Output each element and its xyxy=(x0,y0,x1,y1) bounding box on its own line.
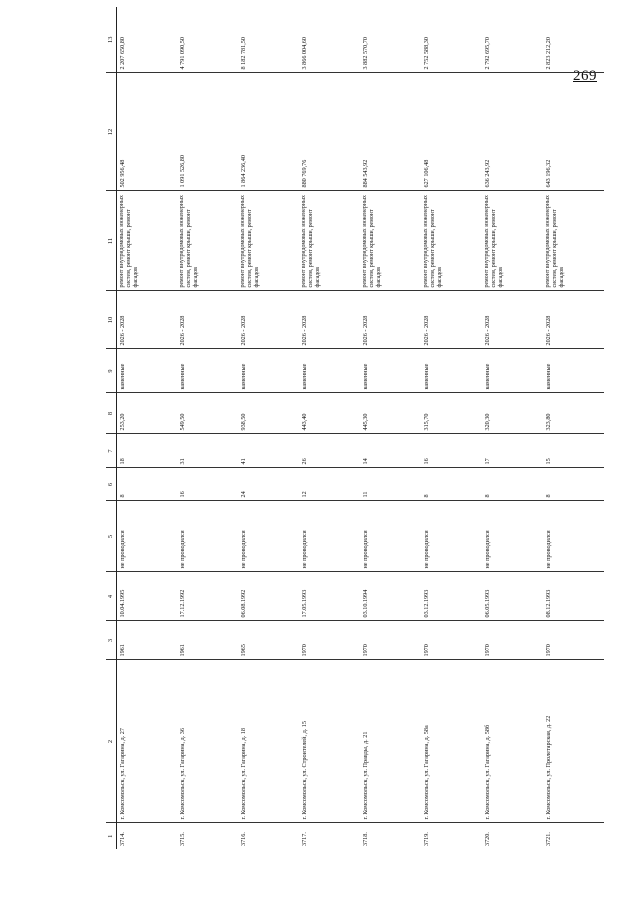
date-cell: 08.12.1993 xyxy=(543,572,604,621)
works-cell: ремонт внутридомовых инженерных систем, ремонт крыши, ремонт фасадов xyxy=(421,191,482,291)
address-cell: г. Комсомольск, ул. Пролетарская, д. 22 xyxy=(543,660,604,823)
column-7-cell: 41 xyxy=(238,434,299,468)
period-cell: 2026 - 2028 xyxy=(238,291,299,349)
date-cell: 03.12.1993 xyxy=(421,572,482,621)
column-header: 11 xyxy=(106,191,116,291)
column-header: 2 xyxy=(106,660,116,823)
status-cell: не проводился xyxy=(299,501,360,572)
table-row xyxy=(177,7,238,849)
column-header: 3 xyxy=(106,621,116,660)
page-number: 269 xyxy=(573,68,597,84)
column-header: 8 xyxy=(106,393,116,434)
wall-material-cell: каменные xyxy=(177,349,238,393)
total-cell: 3 866 004,60 xyxy=(299,7,360,73)
amount-cell: 636 243,92 xyxy=(482,73,543,191)
column-6-cell: 8 xyxy=(482,468,543,501)
column-7-cell: 31 xyxy=(177,434,238,468)
address-cell: г. Комсомольск, ул. Правды, д. 21 xyxy=(360,660,421,823)
table-row xyxy=(238,7,299,849)
total-cell: 8 182 781,50 xyxy=(238,7,299,73)
build-year-cell: 1970 xyxy=(543,621,604,660)
column-header: 6 xyxy=(106,468,116,501)
address-cell: г. Комсомольск, ул. Гагарина, д. 18 xyxy=(238,660,299,823)
address-cell: г. Комсомольск, ул. Строителей, д. 15 xyxy=(299,660,360,823)
column-header: 4 xyxy=(106,572,116,621)
table-row xyxy=(421,7,482,849)
table-row xyxy=(482,7,543,849)
column-6-cell: 24 xyxy=(238,468,299,501)
header-row xyxy=(106,7,116,849)
build-year-cell: 1970 xyxy=(360,621,421,660)
status-cell: не проводился xyxy=(116,501,177,572)
column-7-cell: 15 xyxy=(543,434,604,468)
build-year-cell: 1965 xyxy=(238,621,299,660)
table-row xyxy=(116,7,177,849)
works-cell: ремонт внутридомовых инженерных систем, ремонт крыши, ремонт фасадов xyxy=(238,191,299,291)
works-cell: ремонт внутридомовых инженерных систем, ремонт крыши, ремонт фасадов xyxy=(177,191,238,291)
total-cell: 2 207 650,80 xyxy=(116,7,177,73)
build-year-cell: 1970 xyxy=(482,621,543,660)
amount-cell: 643 196,32 xyxy=(543,73,604,191)
address-cell: г. Комсомольск, ул. Гагарина, д. 27 xyxy=(116,660,177,823)
area-cell: 445,30 xyxy=(360,393,421,434)
date-cell: 17.05.1993 xyxy=(299,572,360,621)
build-year-cell: 1970 xyxy=(299,621,360,660)
column-7-cell: 16 xyxy=(421,434,482,468)
table-body xyxy=(116,7,604,849)
wall-material-cell: каменные xyxy=(116,349,177,393)
wall-material-cell: каменные xyxy=(238,349,299,393)
works-cell: ремонт внутридомовых инженерных систем, ремонт крыши, ремонт фасадов xyxy=(299,191,360,291)
date-cell: 03.10.1994 xyxy=(360,572,421,621)
date-cell: 06.08.1992 xyxy=(238,572,299,621)
row-number: 3717. xyxy=(301,832,309,846)
area-cell: 323,80 xyxy=(543,393,604,434)
column-6-cell: 16 xyxy=(177,468,238,501)
wall-material-cell: каменные xyxy=(299,349,360,393)
column-7-cell: 18 xyxy=(116,434,177,468)
total-cell: 2 792 695,70 xyxy=(482,7,543,73)
status-cell: не проводился xyxy=(177,501,238,572)
status-cell: не проводился xyxy=(482,501,543,572)
period-cell: 2026 - 2028 xyxy=(116,291,177,349)
amount-cell: 884 543,92 xyxy=(360,73,421,191)
column-header: 5 xyxy=(106,501,116,572)
works-cell: ремонт внутридомовых инженерных систем, ремонт крыши, ремонт фасадов xyxy=(360,191,421,291)
area-cell: 549,50 xyxy=(177,393,238,434)
column-7-cell: 26 xyxy=(299,434,360,468)
date-cell: 17.12.1992 xyxy=(177,572,238,621)
period-cell: 2026 - 2028 xyxy=(543,291,604,349)
table-row xyxy=(360,7,421,849)
column-6-cell: 8 xyxy=(116,468,177,501)
area-cell: 253,20 xyxy=(116,393,177,434)
column-6-cell: 8 xyxy=(421,468,482,501)
column-header: 1 xyxy=(106,823,116,849)
row-number: 3715. xyxy=(179,832,187,846)
period-cell: 2026 - 2028 xyxy=(482,291,543,349)
period-cell: 2026 - 2028 xyxy=(421,291,482,349)
wall-material-cell: каменные xyxy=(482,349,543,393)
register-table xyxy=(106,7,604,849)
row-number: 3714. xyxy=(118,832,126,846)
row-number: 3720. xyxy=(484,832,492,846)
address-cell: г. Комсомольск, ул. Гагарина, д. 36 xyxy=(177,660,238,823)
row-number: 3716. xyxy=(240,832,248,846)
row-number: 3719. xyxy=(423,832,431,846)
build-year-cell: 1961 xyxy=(177,621,238,660)
address-cell: г. Комсомольск, ул. Гагарина, д. 58б xyxy=(482,660,543,823)
status-cell: не проводился xyxy=(238,501,299,572)
area-cell: 938,50 xyxy=(238,393,299,434)
status-cell: не проводился xyxy=(421,501,482,572)
column-7-cell: 17 xyxy=(482,434,543,468)
address-cell: г. Комсомольск, ул. Гагарина, д. 58а xyxy=(421,660,482,823)
table-header xyxy=(106,7,116,849)
area-cell: 315,70 xyxy=(421,393,482,434)
build-year-cell: 1961 xyxy=(116,621,177,660)
column-header: 12 xyxy=(106,73,116,191)
amount-cell: 880 769,76 xyxy=(299,73,360,191)
register-table-wrapper xyxy=(106,7,603,849)
period-cell: 2026 - 2028 xyxy=(360,291,421,349)
build-year-cell: 1970 xyxy=(421,621,482,660)
wall-material-cell: каменные xyxy=(543,349,604,393)
column-6-cell: 8 xyxy=(543,468,604,501)
column-6-cell: 11 xyxy=(360,468,421,501)
total-cell: 2 823 212,20 xyxy=(543,7,604,73)
amount-cell: 1 864 236,40 xyxy=(238,73,299,191)
amount-cell: 1 091 526,80 xyxy=(177,73,238,191)
status-cell: не проводился xyxy=(543,501,604,572)
period-cell: 2026 - 2028 xyxy=(177,291,238,349)
column-6-cell: 12 xyxy=(299,468,360,501)
wall-material-cell: каменные xyxy=(421,349,482,393)
row-number: 3718. xyxy=(362,832,370,846)
area-cell: 443,40 xyxy=(299,393,360,434)
column-header: 10 xyxy=(106,291,116,349)
column-header: 9 xyxy=(106,349,116,393)
wall-material-cell: каменные xyxy=(360,349,421,393)
period-cell: 2026 - 2028 xyxy=(299,291,360,349)
area-cell: 320,30 xyxy=(482,393,543,434)
row-number: 3721. xyxy=(545,832,553,846)
column-header: 13 xyxy=(106,7,116,73)
total-cell: 2 752 588,30 xyxy=(421,7,482,73)
works-cell: ремонт внутридомовых инженерных систем, ремонт крыши, ремонт фасадов xyxy=(482,191,543,291)
table-row xyxy=(299,7,360,849)
date-cell: 06.05.1993 xyxy=(482,572,543,621)
works-cell: ремонт внутридомовых инженерных систем, ремонт крыши, ремонт фасадов xyxy=(543,191,604,291)
works-cell: ремонт внутридомовых инженерных систем, ремонт крыши, ремонт фасадов xyxy=(116,191,177,291)
column-header: 7 xyxy=(106,434,116,468)
amount-cell: 502 956,48 xyxy=(116,73,177,191)
total-cell: 4 791 090,50 xyxy=(177,7,238,73)
column-7-cell: 14 xyxy=(360,434,421,468)
date-cell: 10.04.1995 xyxy=(116,572,177,621)
status-cell: не проводился xyxy=(360,501,421,572)
amount-cell: 627 106,48 xyxy=(421,73,482,191)
total-cell: 3 882 570,70 xyxy=(360,7,421,73)
table-row xyxy=(543,7,604,849)
